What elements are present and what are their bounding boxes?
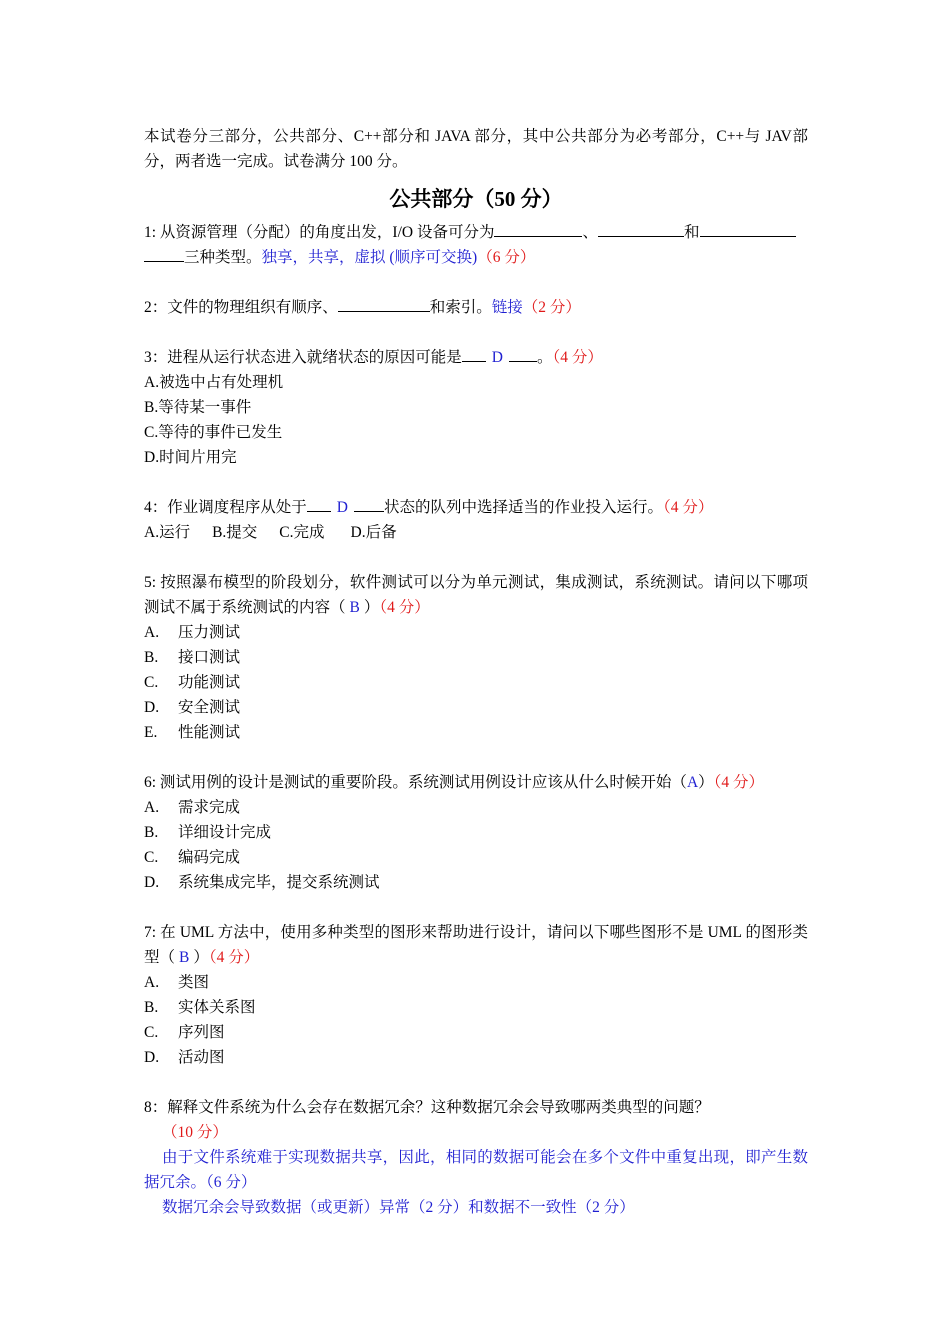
q3-option: C.等待的事件已发生 (144, 424, 283, 441)
question-1 (144, 220, 808, 270)
option-label: 功能测试 (178, 674, 241, 691)
q4-option: D.后备 (350, 524, 397, 541)
q4-text: 4：作业调度程序从处于 (144, 499, 307, 516)
q5-option (144, 695, 808, 720)
q7-points: （4 分） (208, 949, 260, 966)
q1-sep-2: 和 (684, 224, 700, 241)
option-key: C. (144, 674, 159, 691)
q4-text-b: 状态的队列中选择适当的作业投入运行。 (383, 499, 663, 516)
q6-option (144, 820, 808, 845)
q7-answer: B (179, 949, 190, 966)
q1-points: （6 分） (477, 249, 536, 266)
q1-blank-1 (494, 220, 582, 237)
option-key: C. (144, 849, 159, 866)
question-2 (144, 295, 808, 320)
q7-text: 7: 在 UML 方法中，使用多种类型的图形来帮助进行设计，请问以下哪些图形不是 UML 的图形类型（ (144, 924, 808, 966)
q3-blank-left (462, 345, 486, 362)
q5-text-b: ） (363, 599, 380, 616)
q3-blank-right (509, 345, 537, 362)
q1-blank-2 (598, 220, 684, 237)
option-key: A. (144, 624, 160, 641)
option-label: 序列图 (178, 1024, 225, 1041)
q4-blank-right (354, 495, 384, 512)
q2-text: 2：文件的物理组织有顺序、 (144, 299, 338, 316)
option-label: 压力测试 (178, 624, 241, 641)
option-label: 类图 (178, 974, 210, 991)
option-label: 活动图 (178, 1049, 225, 1066)
q4-option: A.运行 (144, 524, 191, 541)
option-key: A. (144, 974, 160, 991)
q5-answer: B (349, 599, 360, 616)
q6-answer: A (686, 774, 699, 791)
option-key: B. (144, 649, 159, 666)
q1-blank-3 (700, 220, 796, 237)
question-8 (144, 1095, 808, 1220)
q7-option (144, 1045, 808, 1070)
q7-text-b: ） (193, 949, 209, 966)
q1-answer: 独享，共享，虚拟 (顺序可交换) (261, 249, 478, 266)
q2-text-b: 和索引。 (429, 299, 492, 316)
q4-option: C.完成 (279, 524, 325, 541)
q6-option (144, 870, 808, 895)
q5-option (144, 670, 808, 695)
q2-points: （2 分） (522, 299, 581, 316)
q3-option: D.时间片用完 (144, 449, 237, 466)
q3-answer: D (491, 349, 503, 366)
section-title: 公共部分（50 分） (389, 187, 563, 211)
q5-text: 5: 按照瀑布模型的阶段划分，软件测试可以分为单元测试，集成测试，系统测试。请问以下哪项测试不属于系统测试的内容（ (144, 574, 808, 616)
option-key: A. (144, 799, 160, 816)
q8-answer-1: 由于文件系统难于实现数据共享，因此，相同的数据可能会在多个文件中重复出现，即产生数据冗余。（6 分） (144, 1149, 808, 1191)
option-label: 编码完成 (178, 849, 241, 866)
option-key: E. (144, 724, 158, 741)
option-label: 系统集成完毕，提交系统测试 (178, 874, 380, 891)
option-key: B. (144, 999, 159, 1016)
option-key: D. (144, 1049, 160, 1066)
q8-text: 8：解释文件系统为什么会存在数据冗余？这种数据冗余会导致哪两类典型的问题？ (144, 1099, 710, 1116)
option-label: 需求完成 (178, 799, 241, 816)
question-7 (144, 920, 808, 1070)
q3-text: 3：进程从运行状态进入就绪状态的原因可能是 (144, 349, 462, 366)
question-6 (144, 770, 808, 895)
q3-points: （4 分） (552, 349, 603, 366)
q6-text: 6: 测试用例的设计是测试的重要阶段。系统测试用例设计应该从什么时候开始（ (144, 774, 687, 791)
q2-answer: 链接 (491, 299, 523, 316)
q4-answer: D (336, 499, 348, 516)
q6-points: （4 分） (713, 774, 765, 791)
intro-text: 本试卷分三部分，公共部分、C++部分和 JAVA 部分，其中公共部分为必考部分，C++与 JAV部分，两者选一完成。试卷满分 100 分。 (144, 128, 808, 170)
q6-option (144, 845, 808, 870)
q7-option (144, 1020, 808, 1045)
q1-blank-4 (144, 245, 184, 262)
q5-option (144, 720, 808, 745)
q2-blank (338, 295, 430, 312)
q4-points: （4 分） (662, 499, 714, 516)
q8-points: （10 分） (162, 1124, 228, 1141)
q1-sep-1: 、 (582, 224, 598, 241)
q6-option (144, 795, 808, 820)
exam-page (144, 124, 808, 1220)
q5-option (144, 645, 808, 670)
option-key: D. (144, 699, 160, 716)
option-key: B. (144, 824, 159, 841)
question-3 (144, 345, 808, 470)
option-label: 性能测试 (178, 724, 241, 741)
question-5 (144, 570, 808, 745)
option-label: 详细设计完成 (178, 824, 272, 841)
q3-option: A.被选中占有处理机 (144, 374, 284, 391)
q3-text-b: 。 (536, 349, 553, 366)
q5-option (144, 620, 808, 645)
option-label: 实体关系图 (178, 999, 256, 1016)
option-key: C. (144, 1024, 159, 1041)
option-label: 接口测试 (178, 649, 241, 666)
q8-answer-2: 数据冗余会导致数据（或更新）异常（2 分）和数据不一致性（2 分） (162, 1199, 635, 1216)
q4-blank-left (307, 495, 331, 512)
q7-option (144, 995, 808, 1020)
q4-options (144, 520, 808, 545)
q5-points: （4 分） (379, 599, 430, 616)
q4-option: B.提交 (212, 524, 258, 541)
question-4 (144, 495, 808, 545)
q1-tail: 三种类型。 (184, 249, 262, 266)
q1-text: 1: 从资源管理（分配）的角度出发，I/O 设备可分为 (144, 224, 495, 241)
q7-option (144, 970, 808, 995)
q3-option: B.等待某一事件 (144, 399, 252, 416)
q6-text-b: ） (698, 774, 714, 791)
option-key: D. (144, 874, 160, 891)
option-label: 安全测试 (178, 699, 241, 716)
